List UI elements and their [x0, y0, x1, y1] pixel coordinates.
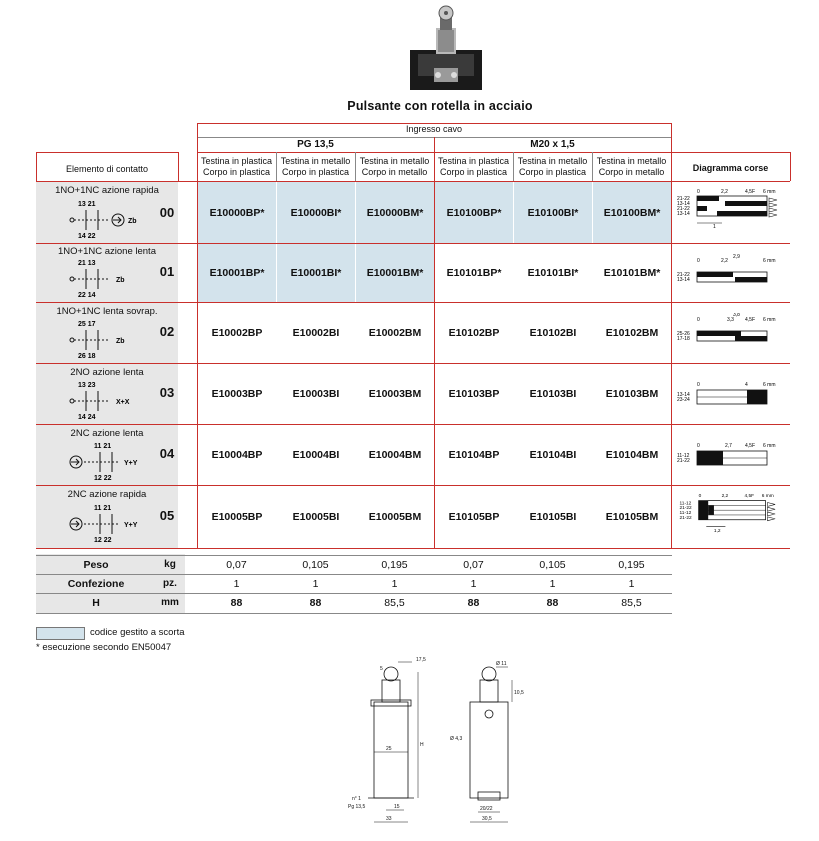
svg-text:0: 0 [697, 189, 700, 195]
product-code-cell: E10105BM [605, 511, 659, 523]
svg-text:6 mm: 6 mm [763, 382, 776, 388]
svg-text:Zb: Zb [116, 277, 125, 284]
product-code-cell: E10101BP* [446, 267, 502, 279]
product-code-cell: E10102BP [448, 327, 500, 339]
terminal-labels-top: 13 21 [78, 201, 96, 208]
product-code-cell: E10105BP [448, 511, 500, 523]
contact-schematic [64, 318, 148, 360]
contact-element-code: 00 [159, 205, 175, 220]
travel-diagram [677, 435, 792, 479]
svg-text:n° 1: n° 1 [352, 796, 361, 802]
svg-text:Y+Y: Y+Y [124, 522, 138, 529]
product-code-cell: E10103BI [529, 388, 577, 400]
product-code-cell: E10005BM [368, 511, 422, 523]
product-code-cell: E10004BI [292, 449, 340, 461]
svg-text:13-14: 13-14 [677, 277, 690, 283]
svg-text:4,5F: 4,5F [745, 189, 756, 195]
pg-header: PG 13,5 [297, 139, 334, 150]
product-code-cell: E10003BP [211, 388, 263, 400]
column-header-1: Testina in plastica Corpo in plastica [200, 156, 273, 177]
svg-text:0: 0 [697, 382, 700, 388]
svg-text:3,8: 3,8 [733, 313, 740, 318]
property-value: 1 [391, 578, 398, 590]
product-code-cell: E10004BM [368, 449, 422, 461]
svg-text:10,5: 10,5 [514, 690, 524, 696]
product-code-cell: E10002BP [211, 327, 263, 339]
svg-text:1: 1 [713, 224, 716, 230]
contact-element-name: 2NC azione lenta [70, 428, 144, 439]
svg-text:30,5: 30,5 [482, 816, 492, 822]
svg-text:21-22: 21-22 [677, 206, 690, 212]
svg-text:1,2: 1,2 [713, 529, 721, 535]
product-title: Pulsante con rotella in acciaio [347, 99, 533, 113]
svg-text:6 mm: 6 mm [763, 317, 776, 323]
property-value: 1 [312, 578, 319, 590]
product-code-cell: E10104BM [605, 449, 659, 461]
product-code-cell: E10003BM [368, 388, 422, 400]
dimension-drawings [338, 652, 528, 832]
svg-text:13-14: 13-14 [677, 392, 690, 398]
property-value: 88 [546, 597, 559, 609]
column-header-2: Testina in metallo Corpo in plastica [280, 156, 351, 177]
product-code-cell: E10104BP [448, 449, 500, 461]
product-code-cell: E10000BM* [356, 182, 434, 243]
svg-text:11 21: 11 21 [94, 443, 112, 450]
terminal-labels-bottom: 14 22 [78, 233, 96, 240]
product-code-cell: E10005BI [292, 511, 340, 523]
svg-text:25 17: 25 17 [78, 321, 96, 328]
travel-diagram [677, 254, 792, 298]
contact-schematic [64, 379, 148, 421]
contact-schematic [64, 440, 148, 482]
contact-element-code: 02 [159, 324, 175, 339]
property-value: 0,195 [618, 559, 645, 571]
svg-text:0: 0 [697, 317, 700, 323]
property-label-height: H [92, 597, 100, 609]
property-value: 0,105 [302, 559, 329, 571]
column-header-3: Testina in metallo Corpo in metallo [359, 156, 430, 177]
svg-text:4,5F: 4,5F [744, 493, 755, 499]
svg-text:21-22: 21-22 [679, 515, 692, 521]
svg-text:0: 0 [697, 258, 700, 264]
product-code-cell: E10101BM* [603, 267, 661, 279]
svg-text:H: H [420, 742, 424, 748]
svg-text:21-22: 21-22 [677, 272, 690, 278]
svg-text:4,5F: 4,5F [745, 317, 756, 323]
property-value: 0,195 [381, 559, 408, 571]
product-code-cell: E10105BI [529, 511, 577, 523]
property-value: 88 [467, 597, 480, 609]
product-code-cell: E10001BP* [198, 244, 276, 302]
svg-text:15: 15 [394, 804, 400, 810]
svg-text:22 14: 22 14 [78, 292, 96, 299]
product-code-cell: E10002BI [292, 327, 340, 339]
svg-text:6 mm: 6 mm [763, 258, 776, 264]
svg-text:33: 33 [386, 816, 392, 822]
svg-text:23-24: 23-24 [677, 397, 690, 403]
product-code-cell: E10005BP [211, 511, 263, 523]
column-header-5: Testina in metallo Corpo in plastica [517, 156, 588, 177]
property-value: 88 [309, 597, 322, 609]
product-code-cell: E10004BP [211, 449, 263, 461]
contact-element-header: Elemento di contatto [65, 164, 149, 174]
contact-element-name: 1NO+1NC azione rapida [55, 185, 159, 196]
svg-text:12 22: 12 22 [94, 475, 112, 482]
svg-text:0: 0 [698, 493, 702, 499]
travel-diagram [677, 374, 792, 418]
svg-text:21-22: 21-22 [677, 458, 690, 464]
contact-element-name: 2NC azione rapida [67, 489, 147, 500]
svg-text:26 18: 26 18 [78, 353, 96, 360]
property-value: 1 [549, 578, 556, 590]
product-code-cell: E10002BM [368, 327, 422, 339]
property-value: 85,5 [621, 597, 642, 609]
contact-element-code: 01 [159, 264, 175, 279]
stock-legend-text: codice gestito a scorta [90, 627, 185, 638]
product-code-cell: E10003BI [292, 388, 340, 400]
travel-diagram [677, 313, 792, 357]
contact-element-code: 05 [159, 508, 175, 523]
svg-text:Zb: Zb [116, 338, 125, 345]
column-header-6: Testina in metallo Corpo in metallo [596, 156, 667, 177]
svg-text:6 mm: 6 mm [763, 443, 776, 449]
property-value: 85,5 [384, 597, 405, 609]
svg-text:2,2: 2,2 [721, 189, 728, 195]
svg-text:17,5: 17,5 [416, 657, 426, 663]
stock-legend-swatch [36, 627, 85, 640]
schema-tag: Zb [128, 218, 137, 225]
contact-element-code: 04 [159, 446, 175, 461]
svg-text:11-12: 11-12 [679, 511, 692, 516]
property-value: 1 [233, 578, 240, 590]
property-value: 0,07 [463, 559, 484, 571]
standard-note: * esecuzione secondo EN50047 [36, 642, 172, 653]
svg-text:21-22: 21-22 [677, 196, 690, 202]
svg-text:Y+Y: Y+Y [124, 460, 138, 467]
svg-text:2,9: 2,9 [733, 254, 740, 260]
svg-text:4,5F: 4,5F [745, 443, 756, 449]
travel-diagram [677, 188, 792, 232]
svg-text:6 mm: 6 mm [763, 189, 776, 195]
svg-text:11-12: 11-12 [679, 501, 692, 507]
product-code-cell: E10000BP* [198, 182, 276, 243]
travel-diagram [677, 492, 792, 536]
svg-text:13-14: 13-14 [677, 211, 690, 217]
svg-text:Ø 11: Ø 11 [496, 661, 507, 667]
property-value: 1 [470, 578, 477, 590]
property-label-package: Confezione [67, 578, 125, 590]
product-code-cell: E10001BM* [356, 244, 434, 302]
product-code-cell: E10102BM [605, 327, 659, 339]
svg-text:20/22: 20/22 [480, 806, 493, 812]
product-code-cell: E10100BP* [435, 182, 513, 243]
product-code-cell: E10103BM [605, 388, 659, 400]
svg-text:5: 5 [380, 666, 383, 672]
product-code-cell: E10104BI [529, 449, 577, 461]
svg-text:4: 4 [745, 382, 748, 388]
product-code-cell: E10103BP [448, 388, 500, 400]
svg-text:0: 0 [697, 443, 700, 449]
property-value: 1 [628, 578, 635, 590]
column-header-4: Testina in plastica Corpo in plastica [437, 156, 510, 177]
svg-text:6 mm: 6 mm [761, 493, 774, 499]
svg-text:2,2: 2,2 [721, 493, 729, 499]
svg-text:21 13: 21 13 [78, 260, 96, 267]
product-code-cell: E10100BI* [514, 182, 592, 243]
property-unit-weight: kg [164, 559, 176, 570]
contact-schematic [64, 502, 148, 544]
cable-entry-header: Ingresso cavo [405, 124, 463, 134]
svg-text:12 22: 12 22 [94, 537, 112, 544]
property-value: 88 [230, 597, 243, 609]
property-unit-package: pz. [163, 578, 177, 589]
svg-text:11 21: 11 21 [94, 505, 112, 512]
svg-text:13 23: 13 23 [78, 382, 96, 389]
svg-text:2,7: 2,7 [725, 443, 732, 449]
product-code-cell: E10100BM* [593, 182, 671, 243]
contact-element-name: 2NO azione lenta [70, 367, 144, 378]
svg-text:Ø 4,3: Ø 4,3 [450, 736, 463, 742]
property-label-weight: Peso [83, 559, 109, 571]
property-value: 0,07 [226, 559, 247, 571]
contact-schematic [64, 257, 148, 299]
svg-text:14 24: 14 24 [78, 414, 96, 421]
contact-element-code: 03 [159, 385, 175, 400]
travel-diagram-header: Diagramma corse [692, 163, 769, 173]
svg-text:21-22: 21-22 [679, 506, 692, 512]
property-unit-height: mm [161, 597, 179, 608]
contact-schematic [64, 198, 148, 240]
svg-text:2,2: 2,2 [721, 258, 728, 264]
svg-text:3,3: 3,3 [727, 317, 734, 323]
svg-text:11-12: 11-12 [677, 453, 690, 459]
svg-text:Pg 13,5: Pg 13,5 [348, 804, 366, 810]
svg-text:13-14: 13-14 [677, 201, 690, 207]
svg-text:25: 25 [386, 746, 392, 752]
property-value: 0,105 [539, 559, 566, 571]
svg-text:X+X: X+X [116, 399, 130, 406]
product-code-cell: E10001BI* [277, 244, 355, 302]
contact-element-name: 1NO+1NC lenta sovrap. [56, 306, 158, 317]
product-code-cell: E10000BI* [277, 182, 355, 243]
product-code-cell: E10102BI [529, 327, 577, 339]
svg-text:17-18: 17-18 [677, 336, 690, 342]
product-photo [404, 4, 488, 92]
svg-text:25-26: 25-26 [677, 331, 690, 337]
product-code-cell: E10101BI* [527, 267, 579, 279]
m20-header: M20 x 1,5 [530, 139, 575, 150]
contact-element-name: 1NO+1NC azione lenta [58, 246, 156, 257]
